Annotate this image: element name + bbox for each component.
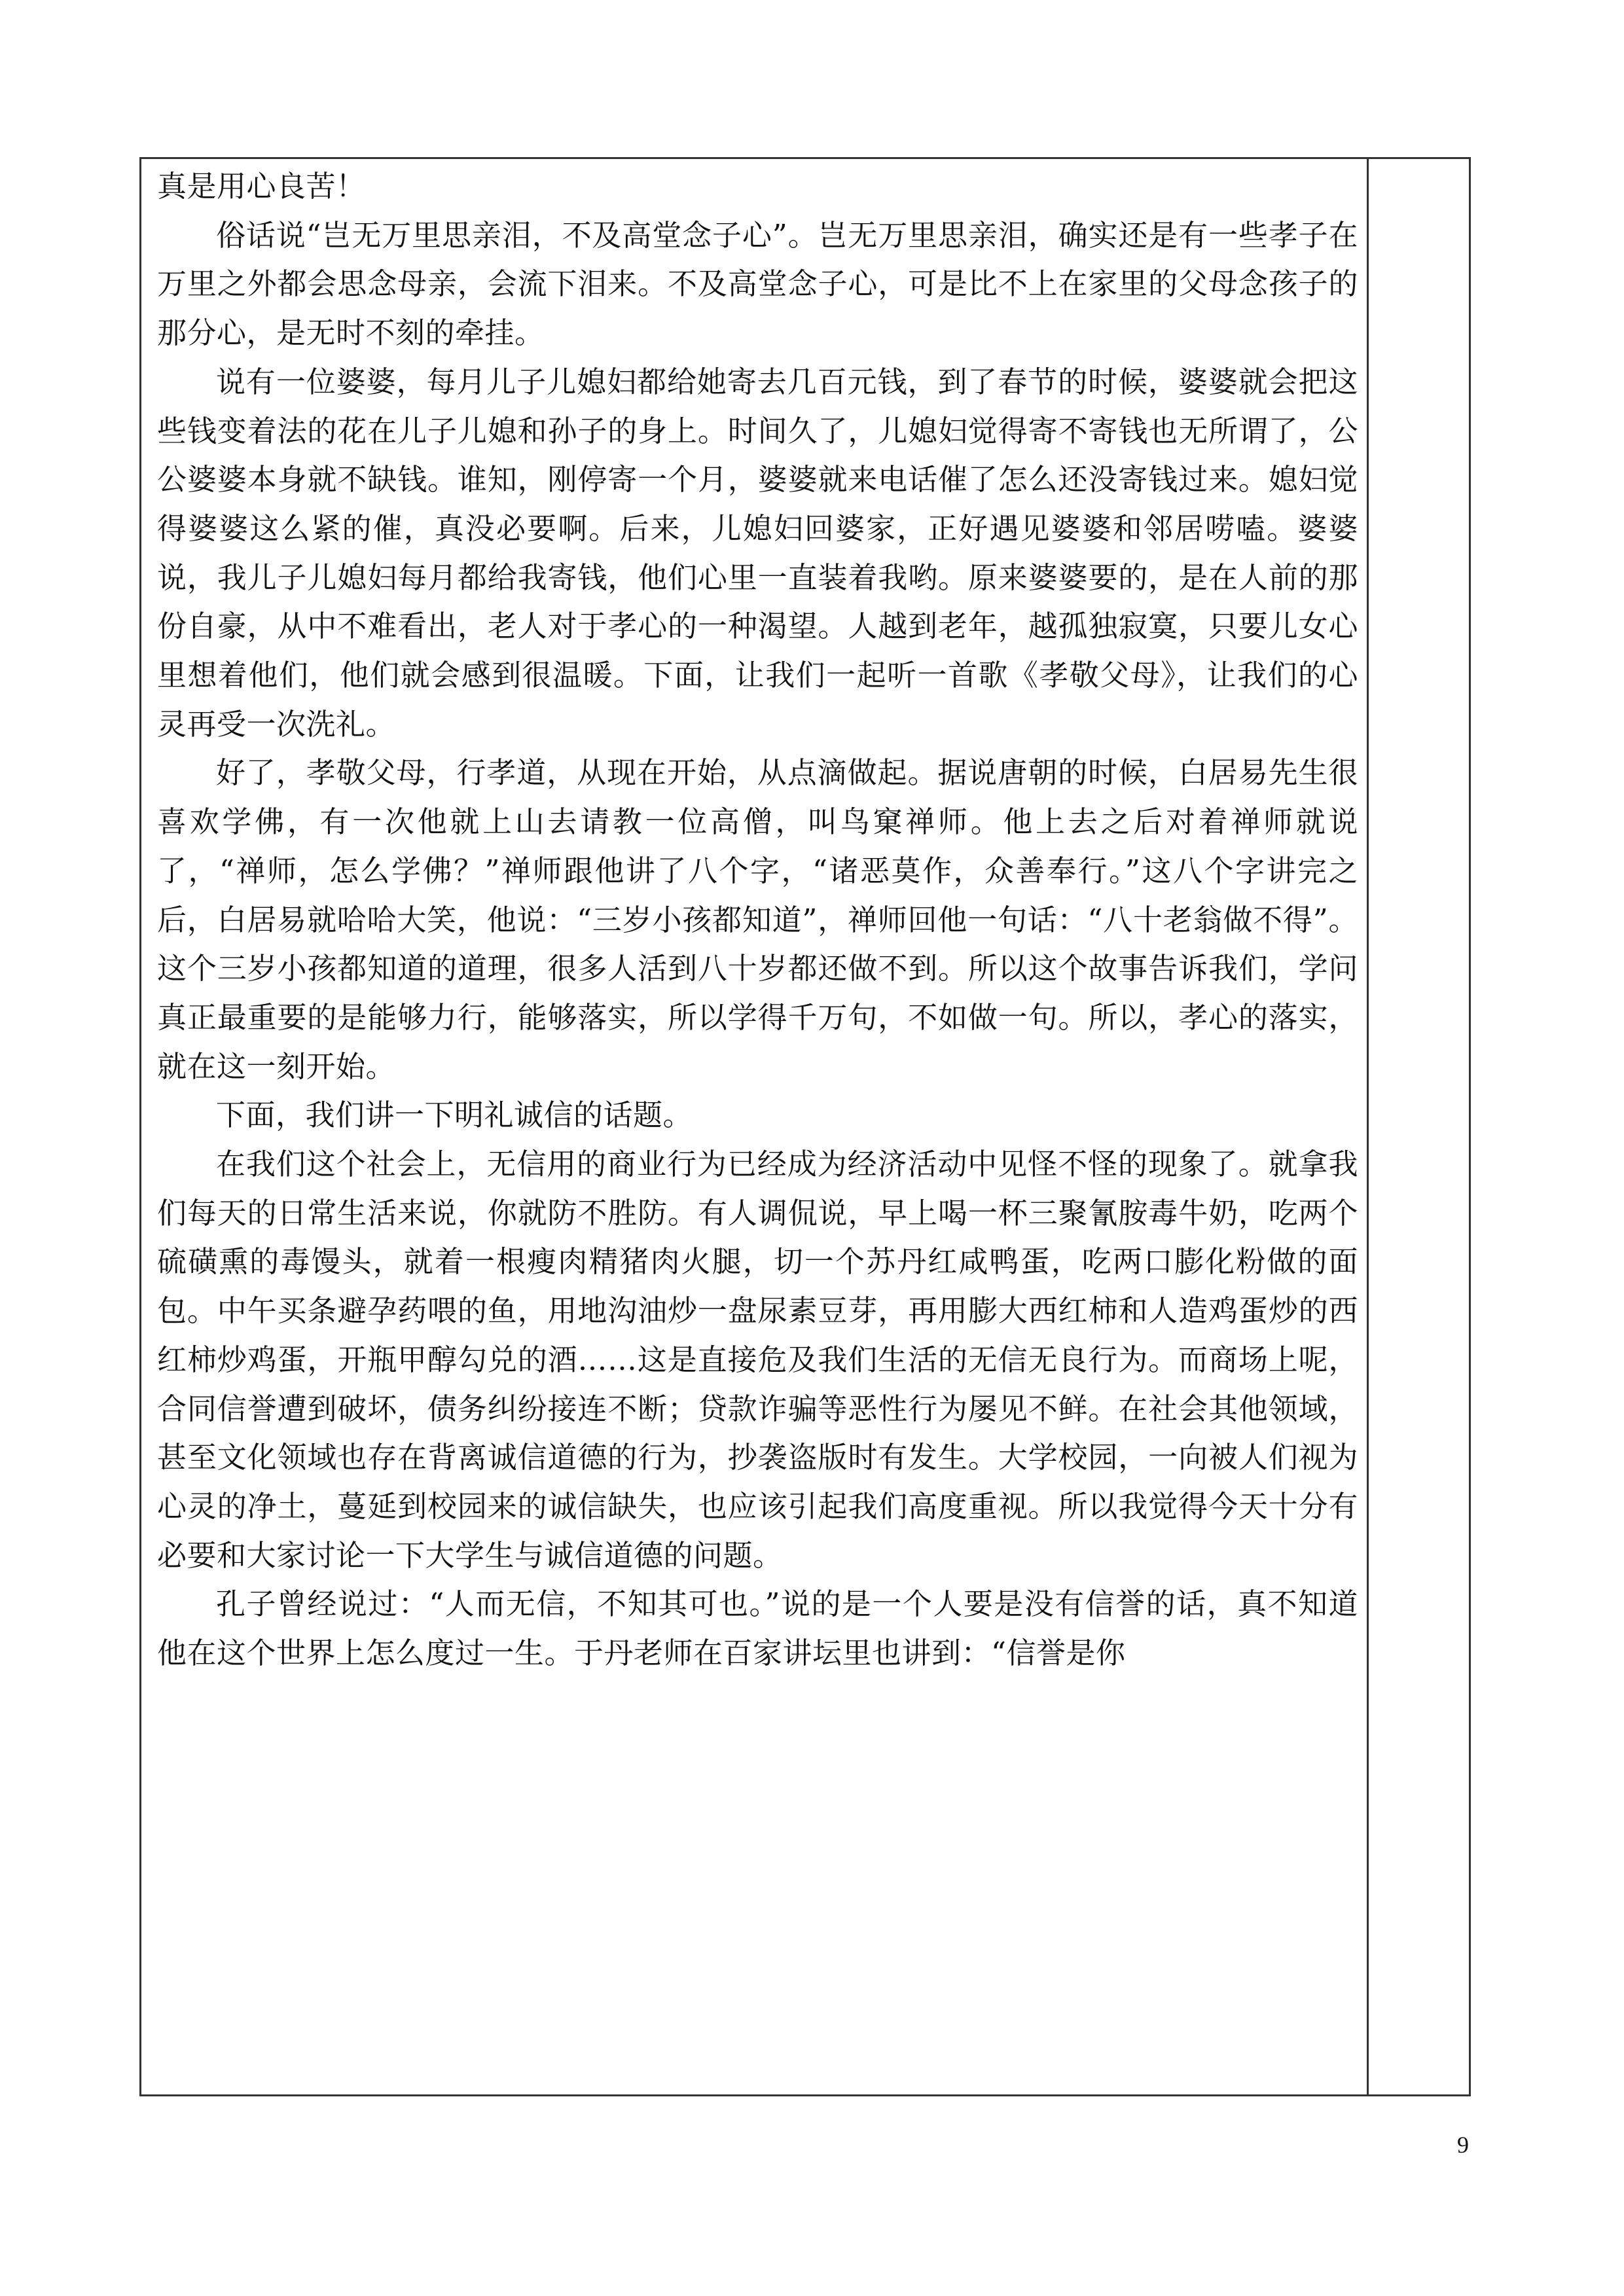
paragraph-7: 孔子曾经说过：“人而无信，不知其可也。”说的是一个人要是没有信誉的话，真不知道他在这个世界上怎么度过一生。于丹老师在百家讲坛里也讲到：“信誉是你 (157, 1587, 1358, 1671)
page-number: 9 (1457, 2132, 1469, 2158)
paragraph-4: 好了，孝敬父母，行孝道，从现在开始，从点滴做起。据说唐朝的时候，白居易先生很喜欢学佛，有一次他就上山去请教一位高僧，叫鸟窠禅师。他上去之后对着禅师就说了，“禅师，怎么学佛？”禅师跟他讲了八个字，“诸恶莫作，众善奉行。”这八个字讲完之后，白居易就哈哈大笑，他说：“三岁小孩都知道”，禅师回他一句话：“八十老翁做不得”。这个三岁小孩都知道的道理，很多人活到八十岁都还做不到。所以这个故事告诉我们，学问真正最重要的是能够力行，能够落实，所以学得千万句，不如做一句。所以，孝心的落实，就在这一刻开始。 (157, 755, 1358, 1084)
paragraph-1: 真是用心良苦！ (157, 169, 366, 204)
column-divider (1367, 157, 1369, 2096)
document-body (157, 162, 1358, 1678)
paragraph-5: 下面，我们讲一下明礼诚信的话题。 (216, 1098, 693, 1133)
paragraph-2: 俗话说“岂无万里思亲泪，不及高堂念子心”。岂无万里思亲泪，确实还是有一些孝子在万里之外都会思念母亲，会流下泪来。不及高堂念子心，可是比不上在家里的父母念孩子的那分心，是无时不刻的牵挂。 (157, 217, 1358, 351)
paragraph-6: 在我们这个社会上，无信用的商业行为已经成为经济活动中见怪不怪的现象了。就拿我们每天的日常生活来说，你就防不胜防。有人调侃说，早上喝一杯三聚氰胺毒牛奶，吃两个硫磺熏的毒馒头，就着一根瘦肉精猪肉火腿，切一个苏丹红咸鸭蛋，吃两口膨化粉做的面包。中午买条避孕药喂的鱼，用地沟油炒一盘尿素豆芽，再用膨大西红柿和人造鸡蛋炒的西红柿炒鸡蛋，开瓶甲醇勾兑的酒……这是直接危及我们生活的无信无良行为。而商场上呢，合同信誉遭到破坏，债务纠纷接连不断；贷款诈骗等恶性行为屡见不鲜。在社会其他领域，甚至文化领域也存在背离诚信道德的行为，抄袭盗版时有发生。大学校园，一向被人们视为心灵的净土，蔓延到校园来的诚信缺失，也应该引起我们高度重视。所以我觉得今天十分有必要和大家讨论一下大学生与诚信道德的问题。 (157, 1147, 1358, 1573)
paragraph-3: 说有一位婆婆，每月儿子儿媳妇都给她寄去几百元钱，到了春节的时候，婆婆就会把这些钱变着法的花在儿子儿媳和孙子的身上。时间久了，儿媳妇觉得寄不寄钱也无所谓了，公公婆婆本身就不缺钱。谁知，刚停寄一个月，婆婆就来电话催了怎么还没寄钱过来。媳妇觉得婆婆这么紧的催，真没必要啊。后来，儿媳妇回婆家，正好遇见婆婆和邻居唠嗑。婆婆说，我儿子儿媳妇每月都给我寄钱，他们心里一直装着我哟。原来婆婆要的，是在人前的那份自豪，从中不难看出，老人对于孝心的一种渴望。人越到老年，越孤独寂寞，只要儿女心里想着他们，他们就会感到很温暖。下面，让我们一起听一首歌《孝敬父母》，让我们的心灵再受一次洗礼。 (157, 364, 1358, 742)
